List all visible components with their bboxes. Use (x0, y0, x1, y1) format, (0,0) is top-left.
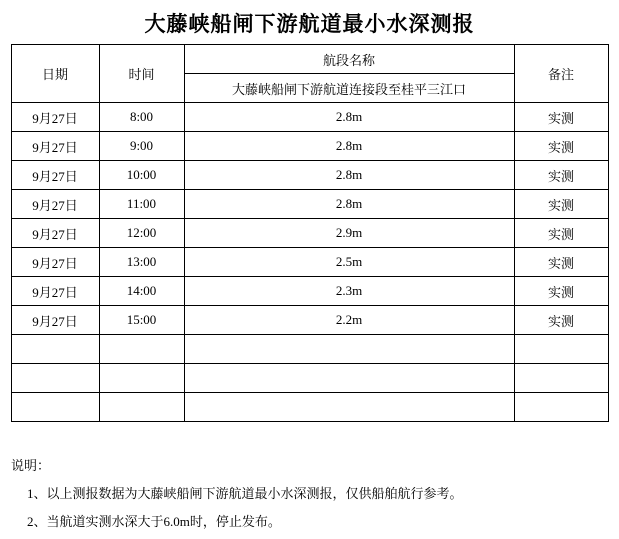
cell-note: 实测 (514, 277, 608, 306)
notes-section (11, 455, 608, 539)
cell-depth: 2.2m (184, 306, 514, 335)
cell-date: 9月27日 (11, 132, 99, 161)
cell-date (11, 393, 99, 422)
cell-note: 实测 (514, 306, 608, 335)
table-row (11, 277, 608, 306)
cell-time (99, 393, 184, 422)
cell-note: 实测 (514, 219, 608, 248)
column-header-date: 日期 (11, 45, 99, 103)
cell-depth: 2.8m (184, 132, 514, 161)
note-item-1: 1、以上测报数据为大藤峡船闸下游航道最小水深测报，仅供船舶航行参考。 (27, 486, 463, 501)
note-item-2: 2、当航道实测水深大于6.0m时，停止发布。 (27, 514, 281, 529)
table-row-empty (11, 393, 608, 422)
table-row (11, 248, 608, 277)
cell-note: 实测 (514, 161, 608, 190)
cell-note: 实测 (514, 190, 608, 219)
column-header-route-group: 航段名称 (184, 45, 514, 74)
cell-time: 15:00 (99, 306, 184, 335)
cell-depth: 2.3m (184, 277, 514, 306)
cell-note (514, 364, 608, 393)
cell-depth: 2.9m (184, 219, 514, 248)
table-header-row-1 (11, 45, 608, 74)
page-title: 大藤峡船闸下游航道最小水深测报 (144, 12, 475, 36)
cell-time: 10:00 (99, 161, 184, 190)
cell-depth: 2.5m (184, 248, 514, 277)
notes-title: 说明： (11, 458, 51, 473)
cell-date: 9月27日 (11, 103, 99, 132)
column-header-note: 备注 (514, 45, 608, 103)
cell-depth (184, 335, 514, 364)
column-header-route-sub: 大藤峡船闸下游航道连接段至桂平三江口 (184, 74, 514, 103)
cell-date (11, 335, 99, 364)
cell-time: 14:00 (99, 277, 184, 306)
cell-time (99, 335, 184, 364)
table-row (11, 161, 608, 190)
cell-date (11, 364, 99, 393)
cell-time: 13:00 (99, 248, 184, 277)
cell-date: 9月27日 (11, 248, 99, 277)
cell-date: 9月27日 (11, 161, 99, 190)
table-row-empty (11, 335, 608, 364)
cell-depth (184, 393, 514, 422)
cell-note: 实测 (514, 248, 608, 277)
cell-depth: 2.8m (184, 190, 514, 219)
cell-date: 9月27日 (11, 277, 99, 306)
table-row (11, 190, 608, 219)
cell-time (99, 364, 184, 393)
table-row (11, 132, 608, 161)
cell-date: 9月27日 (11, 306, 99, 335)
cell-depth: 2.8m (184, 103, 514, 132)
cell-note (514, 393, 608, 422)
cell-depth: 2.8m (184, 161, 514, 190)
cell-time: 12:00 (99, 219, 184, 248)
cell-note (514, 335, 608, 364)
cell-time: 11:00 (99, 190, 184, 219)
table-row (11, 219, 608, 248)
table-row-empty (11, 364, 608, 393)
cell-depth (184, 364, 514, 393)
cell-note: 实测 (514, 103, 608, 132)
cell-time: 9:00 (99, 132, 184, 161)
cell-note: 实测 (514, 132, 608, 161)
cell-time: 8:00 (99, 103, 184, 132)
column-header-time: 时间 (99, 45, 184, 103)
table-row (11, 103, 608, 132)
cell-date: 9月27日 (11, 190, 99, 219)
cell-date: 9月27日 (11, 219, 99, 248)
water-depth-table (11, 44, 609, 422)
table-row (11, 306, 608, 335)
